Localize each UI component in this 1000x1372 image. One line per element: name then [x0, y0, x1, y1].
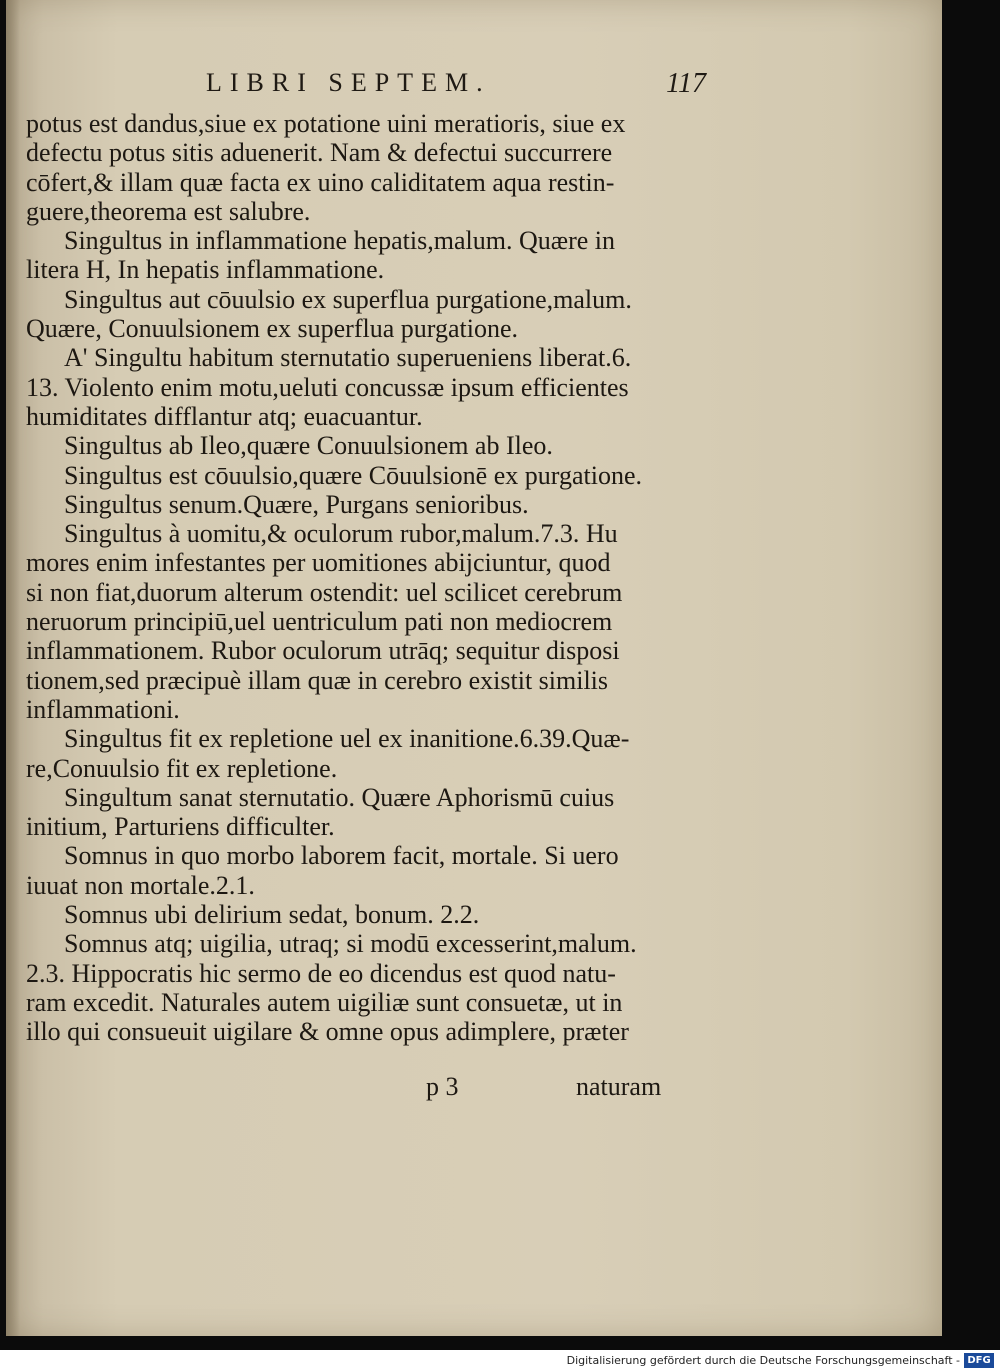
text-line: Singultus à uomitu,& oculorum rubor,malum.7.3. Hu	[64, 519, 618, 549]
text-line: guere,theorema est salubre.	[26, 196, 311, 226]
text-line: si non fiat,duorum alterum ostendit: uel scilicet cerebrum	[26, 577, 623, 607]
text-line: Singultus senum.Quære, Purgans senioribus.	[64, 489, 529, 519]
funding-credit: Digitalisierung gefördert durch die Deutsche Forschungsgemeinschaft -	[566, 1354, 960, 1367]
text-line: re,Conuulsio fit ex repletione.	[26, 753, 338, 783]
catchword: naturam	[576, 1072, 662, 1101]
text-line: Singultum sanat sternutatio. Quære Aphorismū cuius	[64, 782, 615, 812]
text-line: litera H, In hepatis inflammatione.	[26, 255, 385, 285]
page-header	[206, 68, 706, 100]
body-text	[26, 109, 708, 1047]
text-line: inflammationi.	[26, 694, 180, 724]
text-line: Singultus est cōuulsio,quære Cōuulsionē ex purgatione.	[64, 460, 642, 490]
text-line: Quære, Conuulsionem ex superflua purgatione.	[26, 314, 518, 344]
page-number: 117	[666, 68, 706, 99]
text-line: iuuat non mortale.2.1.	[26, 870, 255, 900]
text-line: Singultus aut cōuulsio ex superflua purgatione,malum.	[64, 284, 632, 314]
text-line: initium, Parturiens difficulter.	[26, 812, 335, 842]
signature-mark: p 3	[426, 1072, 459, 1101]
text-line: humiditates difflantur atq; euacuantur.	[26, 401, 423, 431]
text-line: Somnus ubi delirium sedat, bonum. 2.2.	[64, 900, 480, 930]
text-line: Somnus in quo morbo laborem facit, mortale. Si uero	[64, 841, 619, 871]
text-line: mores enim infestantes per uomitiones abijciuntur, quod	[26, 548, 611, 578]
text-line: 2.3. Hippocratis hic sermo de eo dicendus est quod natu-	[26, 958, 616, 988]
text-line: illo qui consueuit uigilare & omne opus adimplere, præter	[26, 1017, 629, 1047]
text-line: cōfert,& illam quæ facta ex uino caliditatem aqua restin-	[26, 167, 615, 197]
credit-bar	[0, 1350, 1000, 1372]
text-line: Singultus in inflammatione hepatis,malum. Quære in	[64, 226, 615, 256]
text-line: Singultus ab Ileo,quære Conuulsionem ab Ileo.	[64, 431, 553, 461]
text-line: Somnus atq; uigilia, utraq; si modū excesserint,malum.	[64, 929, 637, 959]
text-line: ram excedit. Naturales autem uigiliæ sunt consuetæ, ut in	[26, 987, 623, 1017]
text-line: neruorum principiū,uel uentriculum pati non mediocrem	[26, 607, 613, 637]
text-line: 13. Violento enim motu,ueluti concussæ ipsum efficientes	[26, 372, 629, 402]
text-line: Singultus fit ex repletione uel ex inanitione.6.39.Quæ-	[64, 724, 630, 754]
text-line: tionem,sed præcipuè illam quæ in cerebro existit similis	[26, 665, 609, 695]
text-line: A' Singultu habitum sternutatio superueniens liberat.6.	[64, 343, 632, 373]
page-footer	[6, 1072, 696, 1104]
book-page	[6, 0, 942, 1336]
running-title: LIBRI SEPTEM.	[206, 68, 491, 97]
text-line: potus est dandus,siue ex potatione uini meratioris, siue ex	[26, 109, 626, 138]
page-gutter-shadow	[6, 0, 20, 1336]
text-line: inflammationem. Rubor oculorum utrāq; sequitur disposi	[26, 636, 620, 666]
dfg-logo: DFG	[964, 1353, 994, 1368]
text-line: defectu potus sitis aduenerit. Nam & defectui succurrere	[26, 138, 613, 168]
